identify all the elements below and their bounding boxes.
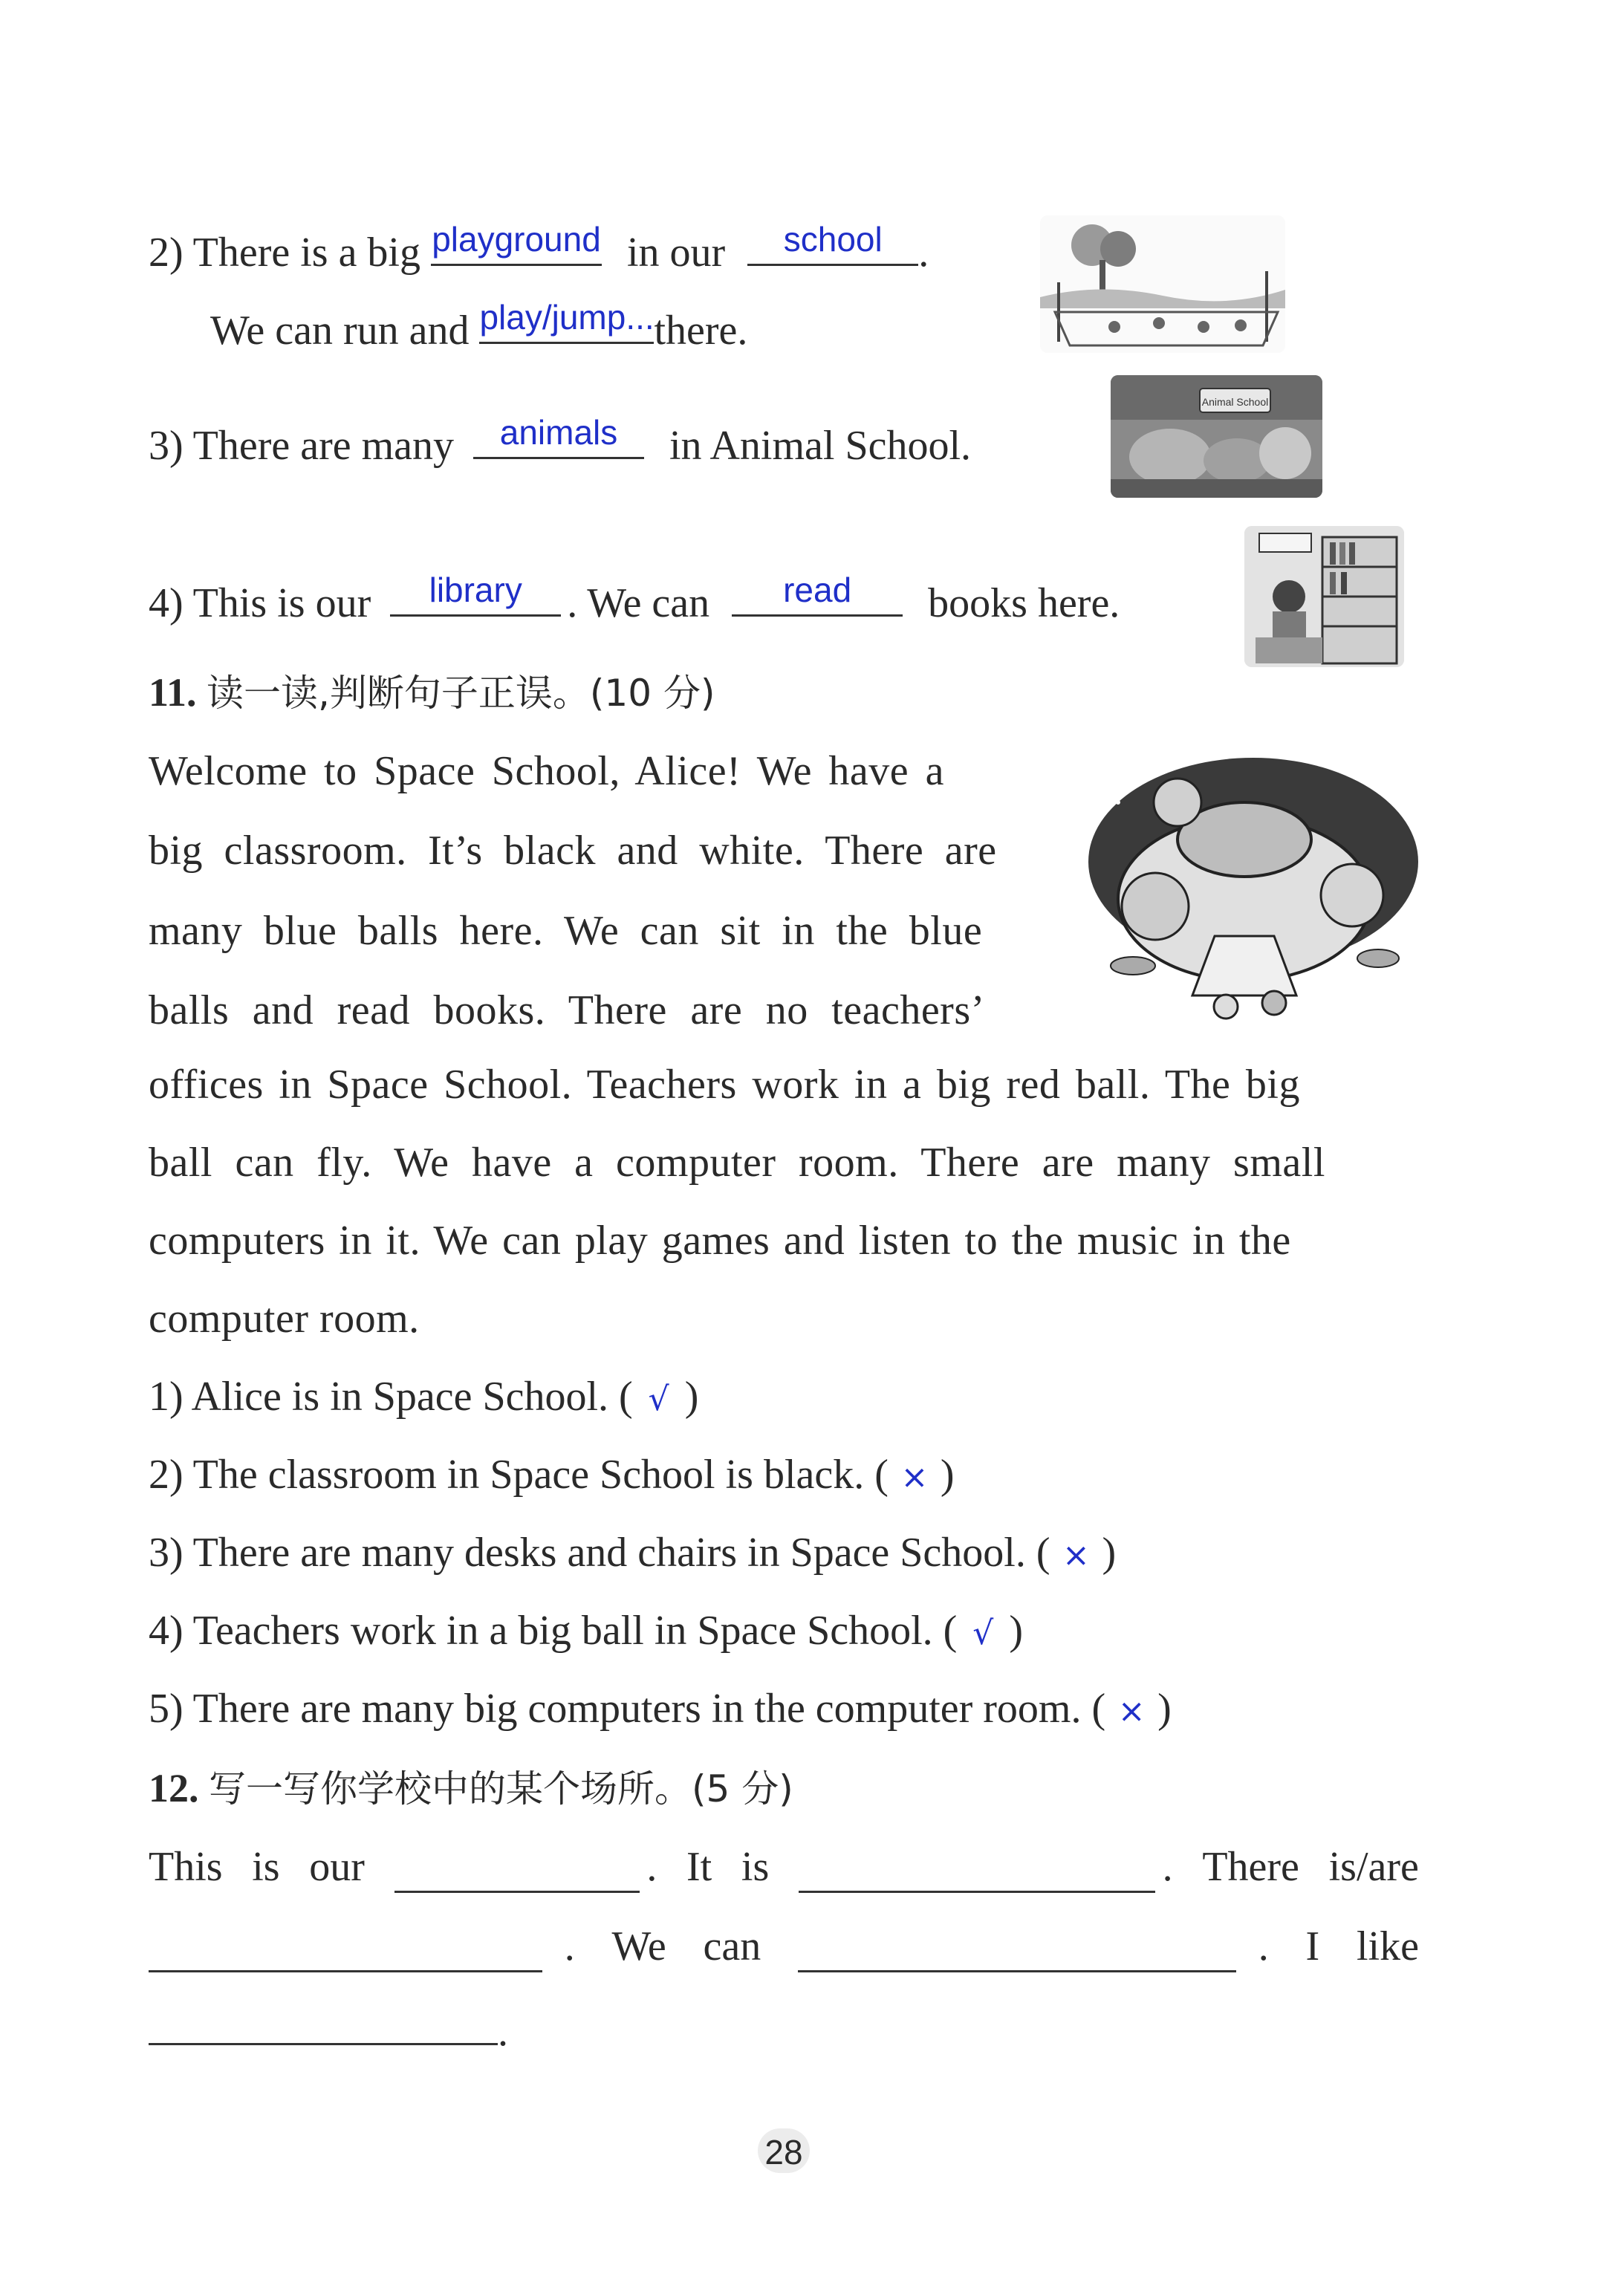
answer-mark[interactable]: √ [972, 1614, 994, 1652]
answer-mark[interactable]: × [1062, 1536, 1090, 1574]
statement-5: 5) There are many big computers in the computer room. ( × ) [149, 1683, 1172, 1738]
page-number: 28 [764, 2133, 803, 2172]
item-number: 3) [149, 423, 183, 469]
q12-heading [149, 1762, 793, 1815]
passage-line-3: many blue balls here. We can sit in the blue [149, 908, 983, 954]
writing-blank-activity[interactable] [798, 1926, 1236, 1972]
question-title: 写一写你学校中的某个场所。(5 分) [209, 1767, 793, 1810]
item-number: 4) [149, 580, 183, 626]
q10-item3-line: 3) There are many animals in Animal School. [149, 413, 971, 469]
library-illustration [1244, 526, 1404, 667]
answer-mark[interactable]: × [900, 1458, 929, 1496]
space-school-illustration [1088, 750, 1419, 1029]
playground-illustration [1040, 215, 1285, 353]
q12-line-2: . We can . I like [149, 1920, 1419, 1972]
writing-blank-description[interactable] [799, 1846, 1155, 1893]
animal-school-sign: Animal School [1201, 396, 1269, 408]
question-number: 12. [149, 1766, 199, 1810]
passage-line-2: big classroom. It’s black and white. There are [149, 828, 997, 874]
answer-blank-animals[interactable]: animals [473, 412, 644, 459]
writing-blank-place[interactable] [394, 1846, 640, 1893]
statement-2: 2) The classroom in Space School is black. ( × ) [149, 1449, 955, 1504]
statement-4: 4) Teachers work in a big ball in Space School. ( √ ) [149, 1605, 1023, 1660]
q12-line-1: This is our . It is . There is/are [149, 1841, 1419, 1893]
question-title: 读一读,判断句子正误。(10 分) [207, 672, 715, 715]
answer-blank-playground[interactable]: playground [431, 219, 602, 266]
writing-blank-things[interactable] [149, 1926, 542, 1972]
q12-line-3: . [149, 1998, 508, 2058]
question-number: 11. [149, 670, 197, 715]
writing-blank-like[interactable] [149, 1998, 498, 2045]
passage-line-4: balls and read books. There are no teachers’ [149, 987, 985, 1033]
statement-3: 3) There are many desks and chairs in Space School. ( × ) [149, 1527, 1116, 1582]
passage-line-5: offices in Space School. Teachers work in a big red ball. The big [149, 1062, 1300, 1108]
answer-mark[interactable]: × [1117, 1692, 1146, 1730]
passage-line-8: computer room. [149, 1296, 420, 1342]
statement-1: 1) Alice is in Space School. ( √ ) [149, 1371, 698, 1426]
q10-item2-line2: We can run and play/jump... there. [210, 298, 748, 354]
passage-line-1: Welcome to Space School, Alice! We have a [149, 748, 944, 794]
answer-mark[interactable]: √ [648, 1380, 669, 1418]
answer-blank-library[interactable]: library [390, 570, 561, 617]
q10-item2-line1: 2) There is a big playground in our school . [149, 220, 929, 276]
answer-blank-school[interactable]: school [747, 219, 918, 266]
answer-blank-play[interactable]: play/jump... [479, 297, 654, 344]
q11-heading [149, 666, 715, 719]
answer-blank-read[interactable]: read [732, 570, 903, 617]
item-number: 2) [149, 230, 183, 276]
passage-line-6: ball can fly. We have a computer room. There are many small [149, 1140, 1325, 1186]
animal-school-illustration [1111, 375, 1322, 498]
passage-line-7: computers in it. We can play games and listen to the music in the [149, 1218, 1291, 1264]
q10-item4-line: 4) This is our library . We can read books here. [149, 571, 1120, 626]
